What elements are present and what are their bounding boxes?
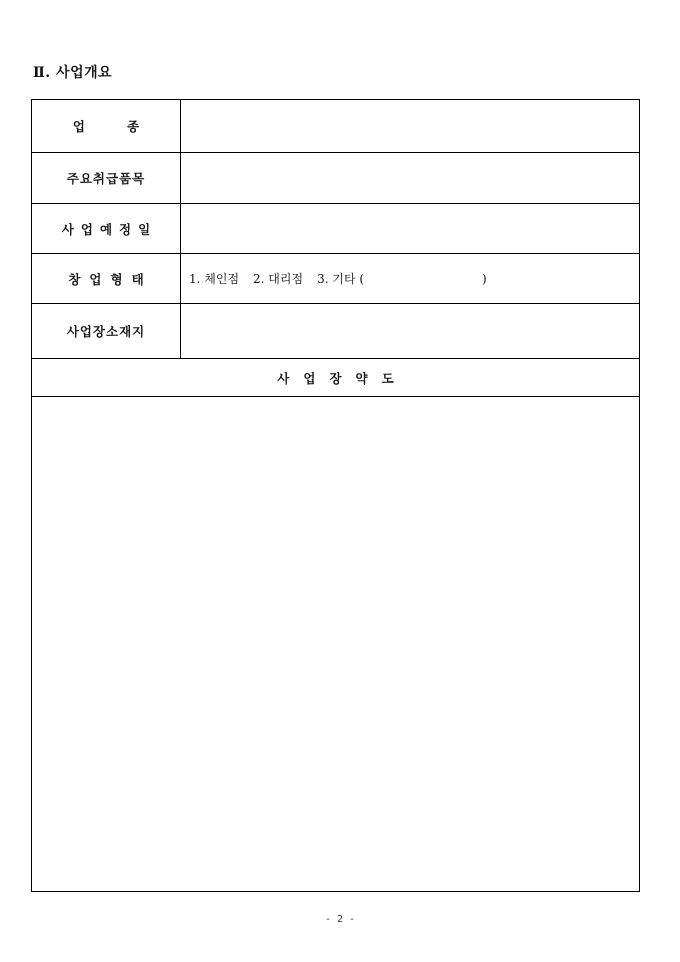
row-location [32, 304, 639, 359]
row-planned-date [32, 204, 639, 254]
option-other[interactable]: 3. 기타 ( [317, 272, 365, 286]
option-agency[interactable]: 2. 대리점 [253, 272, 304, 286]
planned-date-field[interactable] [181, 204, 639, 253]
business-type-field[interactable] [181, 100, 639, 152]
row-main-items [32, 153, 639, 204]
label-main-items: 주요취급품목 [32, 153, 181, 203]
label-business-type: 업종 [32, 100, 181, 152]
option-chain-store[interactable]: 1. 체인점 [189, 272, 240, 286]
row-business-type [32, 100, 639, 153]
location-field[interactable] [181, 304, 639, 358]
map-header: 사업장약도 [32, 359, 639, 397]
label-location: 사업장소재지 [32, 304, 181, 358]
row-startup-form [32, 254, 639, 304]
map-drawing-area[interactable] [32, 398, 639, 891]
label-startup-form: 창업형태 [32, 254, 181, 303]
business-overview-form [31, 99, 640, 892]
page-number: - 2 - [324, 914, 356, 925]
startup-form-options [181, 254, 639, 303]
label-planned-date: 사업예정일 [32, 204, 181, 253]
main-items-field[interactable] [181, 153, 639, 203]
section-title: Ⅱ. 사업개요 [33, 65, 113, 81]
close-paren: ) [482, 271, 487, 286]
